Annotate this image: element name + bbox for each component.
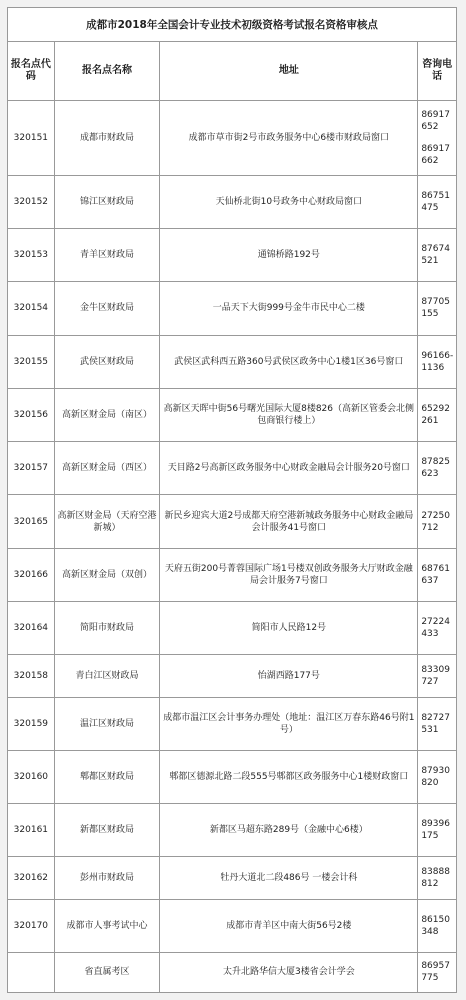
row-phone [418, 442, 457, 495]
row-name: 郫都区财政局 [54, 750, 160, 803]
row-address: 高新区天晖中街56号曙光国际大厦8楼826（高新区管委会北侧包商银行楼上） [160, 388, 418, 441]
row-address: 简阳市人民路12号 [160, 602, 418, 655]
row-name: 温江区财政局 [54, 697, 160, 750]
phone-number: 86150348 [421, 914, 450, 937]
row-code: 320164 [8, 602, 55, 655]
row-phone [418, 228, 457, 281]
table-row [8, 175, 457, 228]
table-body [8, 101, 457, 993]
registration-table [7, 7, 457, 993]
row-address: 郫都区德源北路二段555号郫都区政务服务中心1楼财政窗口 [160, 750, 418, 803]
row-code: 320154 [8, 282, 55, 335]
table-sheet [7, 7, 457, 993]
row-address: 一品天下大街999号金牛市民中心二楼 [160, 282, 418, 335]
row-name: 高新区财金局（天府空港新城） [54, 495, 160, 548]
row-phone [418, 548, 457, 601]
row-name: 成都市人事考试中心 [54, 899, 160, 952]
row-code: 320160 [8, 750, 55, 803]
row-address: 成都市温江区会计事务办理处（地址：温江区万春东路46号附1号） [160, 697, 418, 750]
row-name: 新都区财政局 [54, 804, 160, 857]
header-address: 地址 [160, 42, 418, 101]
header-row [8, 42, 457, 101]
row-phone [418, 655, 457, 697]
row-phone [418, 101, 457, 175]
row-code: 320161 [8, 804, 55, 857]
row-name: 金牛区财政局 [54, 282, 160, 335]
table-row [8, 857, 457, 899]
row-name: 青白江区财政局 [54, 655, 160, 697]
phone-number: 87825623 [421, 457, 450, 480]
row-code: 320152 [8, 175, 55, 228]
row-name: 高新区财金局（西区） [54, 442, 160, 495]
table-row [8, 495, 457, 548]
phone-number: 83888812 [421, 867, 450, 889]
row-code: 320155 [8, 335, 55, 388]
row-code: 320165 [8, 495, 55, 548]
table-row [8, 548, 457, 601]
row-phone [418, 335, 457, 388]
row-code: 320159 [8, 697, 55, 750]
row-phone [418, 857, 457, 899]
row-phone [418, 899, 457, 952]
row-code: 320153 [8, 228, 55, 281]
row-code [8, 952, 55, 992]
phone-number: 65292261 [421, 403, 450, 426]
row-address: 怡湖西路177号 [160, 655, 418, 697]
row-code: 320151 [8, 101, 55, 175]
row-code: 320158 [8, 655, 55, 697]
phone-number: 87705155 [421, 297, 450, 320]
phone-number: 87930820 [421, 765, 450, 788]
row-phone [418, 495, 457, 548]
row-phone [418, 175, 457, 228]
table-row [8, 602, 457, 655]
title-row [8, 8, 457, 42]
row-address: 新都区马超东路289号（金融中心6楼） [160, 804, 418, 857]
phone-number-secondary: 86917662 [421, 143, 450, 166]
row-name: 武侯区财政局 [54, 335, 160, 388]
phone-number: 89396175 [421, 819, 450, 842]
table-row [8, 282, 457, 335]
row-phone [418, 750, 457, 803]
row-address: 通锦桥路192号 [160, 228, 418, 281]
row-name: 省直属考区 [54, 952, 160, 992]
row-code: 320156 [8, 388, 55, 441]
row-name: 青羊区财政局 [54, 228, 160, 281]
row-name: 成都市财政局 [54, 101, 160, 175]
row-address: 太升北路华信大厦3楼省会计学会 [160, 952, 418, 992]
phone-number: 83309727 [421, 664, 450, 687]
header-code: 报名点代码 [8, 42, 55, 101]
table-row [8, 442, 457, 495]
row-phone [418, 952, 457, 992]
phone-number: 87674521 [421, 244, 450, 267]
header-phone: 咨询电话 [418, 42, 457, 101]
row-address: 天仙桥北街10号政务中心财政局窗口 [160, 175, 418, 228]
row-address: 武侯区武科西五路360号武侯区政务中心1楼1区36号窗口 [160, 335, 418, 388]
row-name: 高新区财金局（南区） [54, 388, 160, 441]
row-code: 320162 [8, 857, 55, 899]
table-row [8, 228, 457, 281]
table-row [8, 655, 457, 697]
row-address: 天目路2号高新区政务服务中心财政金融局会计服务20号窗口 [160, 442, 418, 495]
row-name: 高新区财金局（双创） [54, 548, 160, 601]
table-row [8, 101, 457, 175]
row-address: 成都市青羊区中南大街56号2楼 [160, 899, 418, 952]
table-row [8, 952, 457, 992]
table-row [8, 804, 457, 857]
row-phone [418, 804, 457, 857]
row-code: 320170 [8, 899, 55, 952]
phone-number: 27224433 [421, 617, 450, 640]
row-address: 天府五街200号菁蓉国际广场1号楼双创政务服务大厅财政金融局会计服务7号窗口 [160, 548, 418, 601]
phone-number: 82727531 [421, 712, 450, 735]
table-row [8, 335, 457, 388]
row-address: 新民乡迎宾大道2号成都天府空港新城政务服务中心财政金融局会计服务41号窗口 [160, 495, 418, 548]
row-address: 成都市草市街2号市政务服务中心6楼市财政局窗口 [160, 101, 418, 175]
phone-number: 86917652 [421, 109, 450, 132]
row-name: 简阳市财政局 [54, 602, 160, 655]
row-code: 320166 [8, 548, 55, 601]
row-phone [418, 388, 457, 441]
phone-number: 27250712 [421, 510, 450, 533]
table-row [8, 697, 457, 750]
row-address: 牡丹大道北二段486号 一楼会计科 [160, 857, 418, 899]
phone-number: 96166-1136 [421, 350, 454, 373]
table-row [8, 750, 457, 803]
table-title: 成都市2018年全国会计专业技术初级资格考试报名资格审核点 [8, 8, 457, 42]
phone-number: 86957775 [421, 961, 450, 984]
row-phone [418, 282, 457, 335]
row-name: 锦江区财政局 [54, 175, 160, 228]
phone-number: 68761637 [421, 563, 450, 586]
row-name: 彭州市财政局 [54, 857, 160, 899]
phone-number: 86751475 [421, 190, 450, 213]
row-code: 320157 [8, 442, 55, 495]
header-name: 报名点名称 [54, 42, 160, 101]
table-row [8, 899, 457, 952]
row-phone [418, 697, 457, 750]
table-row [8, 388, 457, 441]
row-phone [418, 602, 457, 655]
